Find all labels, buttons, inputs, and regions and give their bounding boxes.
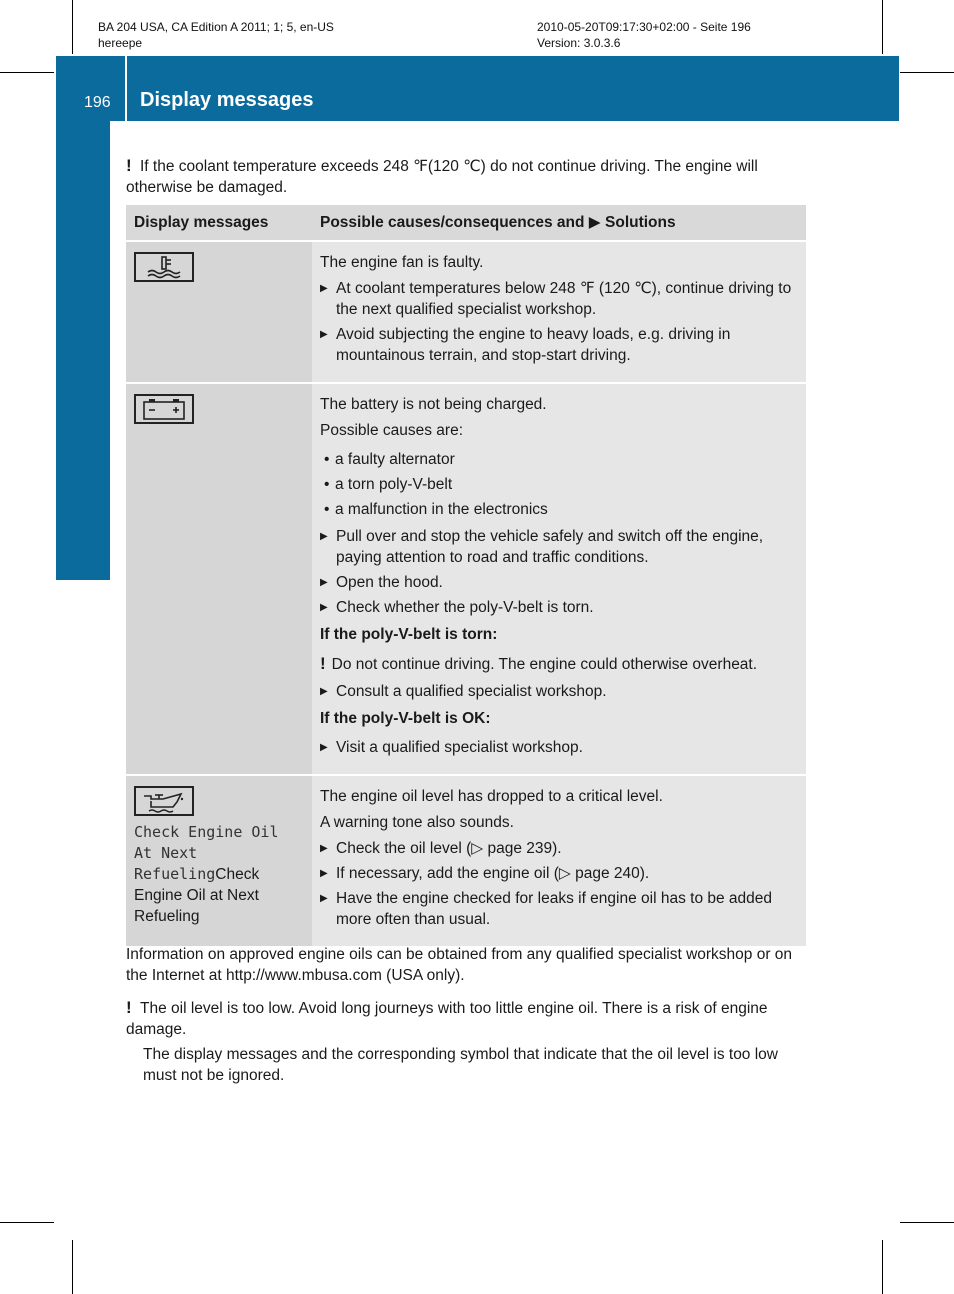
display-messages-table	[126, 205, 806, 948]
crop-mark	[882, 1240, 883, 1294]
crop-mark	[72, 0, 73, 54]
solution-step: ▶ Open the hood.	[320, 572, 798, 593]
torn-warning	[320, 653, 798, 675]
intro-warning-text: If the coolant temperature exceeds 248 ℉(120 ℃) do not continue driving. The engine will otherwise be damaged.	[126, 158, 758, 196]
list-item: • a torn poly-V-belt	[320, 474, 798, 495]
crop-mark	[900, 72, 954, 73]
display-cell	[126, 383, 312, 775]
crop-mark	[72, 1240, 73, 1294]
meta-left-line2: hereepe	[98, 36, 143, 50]
table-header-row	[126, 205, 806, 241]
page-title: Display messages	[140, 89, 314, 111]
display-cell	[126, 241, 312, 383]
warning-icon: !	[126, 156, 132, 175]
cause-text: The engine fan is faulty.	[320, 254, 484, 271]
print-meta-left	[98, 19, 334, 51]
column-header-display: Display messages	[126, 205, 312, 241]
final-warning	[126, 997, 808, 1086]
list-item: • a malfunction in the electronics	[320, 499, 798, 520]
meta-right-line1: 2010-05-20T09:17:30+02:00 - Seite 196	[537, 20, 751, 34]
crop-mark	[0, 72, 54, 73]
causes-cell	[312, 775, 806, 947]
battery-icon	[134, 394, 194, 424]
solution-step: ▶ Have the engine checked for leaks if engine oil has to be added more often than usual.	[320, 888, 798, 930]
ok-heading: If the poly-V-belt is OK:	[320, 710, 491, 727]
display-message-text: Check Engine Oil at Next Refueling	[134, 866, 260, 925]
warning-icon: !	[126, 998, 132, 1017]
meta-right-line2: Version: 3.0.3.6	[537, 36, 621, 50]
header-divider	[125, 56, 127, 121]
causes-cell	[312, 383, 806, 775]
cause-text: The engine oil level has dropped to a critical level.	[320, 788, 663, 805]
solution-step: ▶ Pull over and stop the vehicle safely and switch off the engine, paying attention to road and traffic conditions.	[320, 526, 798, 568]
final-warning-line2: The display messages and the corresponding symbol that indicate that the oil level is too low must not be ignored.	[143, 1046, 778, 1084]
print-meta-right	[537, 19, 751, 51]
solution-step: ▶ Avoid subjecting the engine to heavy loads, e.g. driving in mountainous terrain, and stop-start driving.	[320, 324, 798, 366]
chapter-label: On-board computer and displays	[85, 177, 110, 523]
solution-step: ▶ At coolant temperatures below 248 ℉ (120 ℃), continue driving to the next qualified specialist workshop.	[320, 278, 798, 320]
solution-step: ▶ If necessary, add the engine oil (▷ page 240).	[320, 863, 798, 884]
causes-cell	[312, 241, 806, 383]
possible-causes-label: Possible causes are:	[320, 422, 464, 439]
crop-mark	[900, 1222, 954, 1223]
table-row	[126, 241, 806, 383]
final-warning-line1: The oil level is too low. Avoid long journeys with too little engine oil. There is a risk of engine damage.	[126, 1000, 768, 1038]
crop-mark	[0, 1222, 54, 1223]
solution-step: ▶ Check whether the poly-V-belt is torn.	[320, 597, 798, 618]
table-row	[126, 383, 806, 775]
torn-heading: If the poly-V-belt is torn:	[320, 626, 498, 643]
oil-can-icon	[134, 786, 194, 816]
warning-icon: !	[320, 654, 326, 673]
solution-step: ▶ Check the oil level (▷ page 239).	[320, 838, 798, 859]
cause-text: The battery is not being charged.	[320, 396, 547, 413]
solution-step: ▶ Visit a qualified specialist workshop.	[320, 737, 798, 758]
page-number: 196	[84, 94, 111, 111]
torn-warning-text: Do not continue driving. The engine could otherwise overheat.	[331, 656, 758, 673]
meta-left-line1: BA 204 USA, CA Edition A 2011; 1; 5, en-US	[98, 20, 334, 34]
page-header	[56, 56, 899, 121]
info-paragraph: Information on approved engine oils can be obtained from any qualified specialist workshop or on the Internet at http://www.mbusa.com (USA only).	[126, 946, 793, 984]
solution-step: ▶ Consult a qualified specialist workshop.	[320, 681, 798, 702]
intro-warning	[126, 155, 808, 198]
display-cell	[126, 775, 312, 947]
table-row	[126, 775, 806, 947]
coolant-temperature-icon	[134, 252, 194, 282]
crop-mark	[882, 0, 883, 54]
list-item: • a faulty alternator	[320, 449, 798, 470]
warning-tone-text: A warning tone also sounds.	[320, 814, 514, 831]
column-header-causes: Possible causes/consequences and ▶ Solutions	[312, 205, 806, 241]
display-message-mono: Check Engine Oil At Next Refueling	[134, 823, 279, 883]
